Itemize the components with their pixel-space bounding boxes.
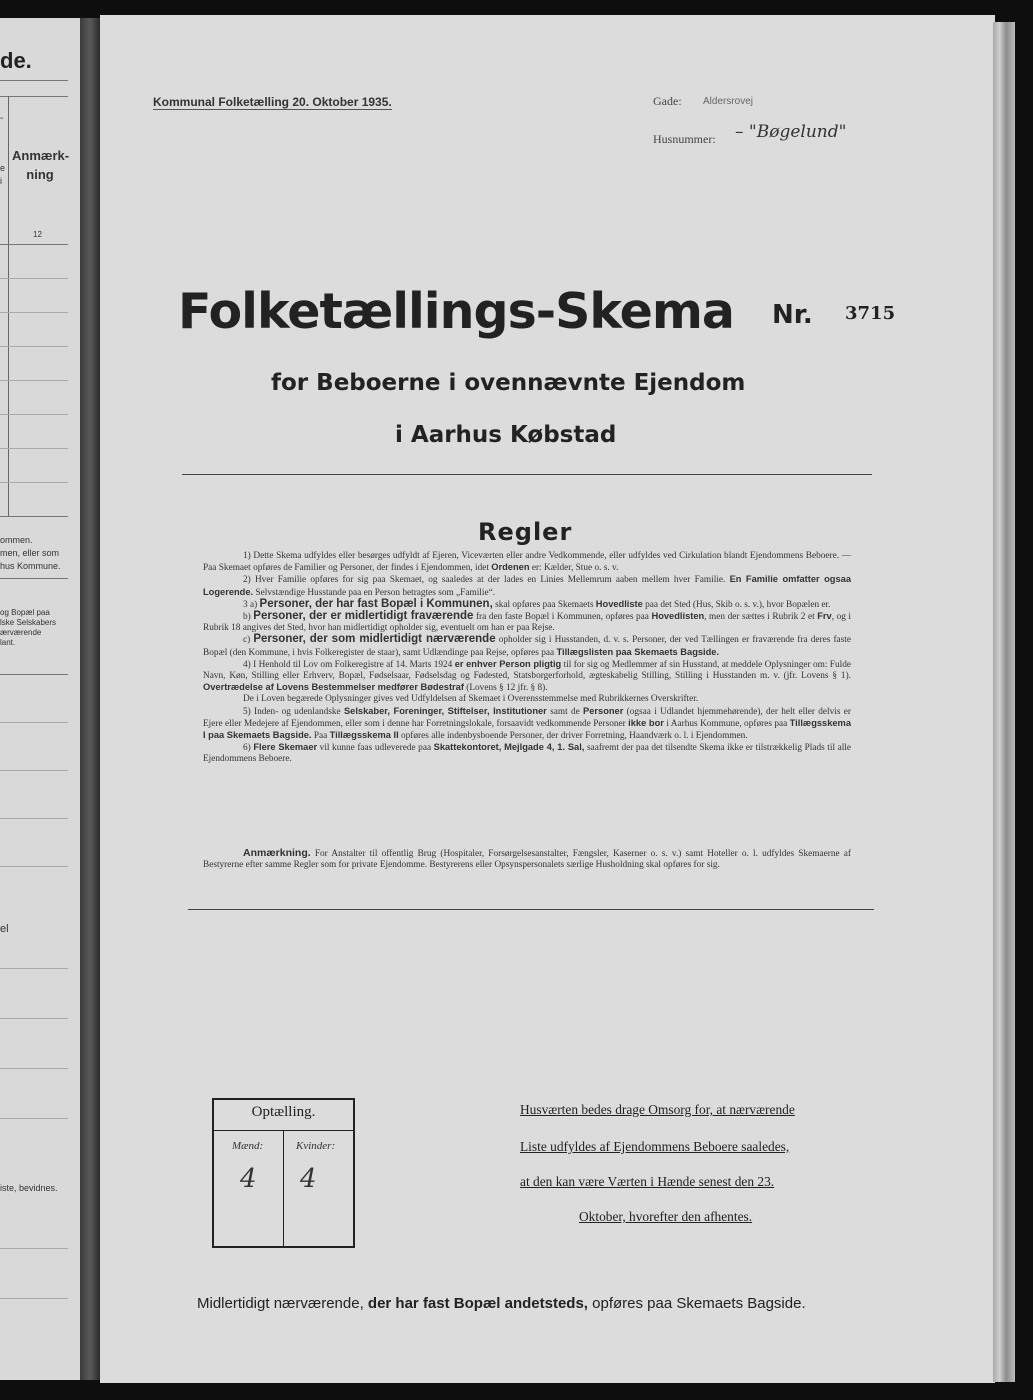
left-page-note: el [0,923,9,935]
left-page-rule [0,414,68,415]
left-page-rule [0,1248,68,1249]
divider-rule [188,909,874,910]
notice-line-2: Liste udfyldes af Ejendommens Beboere saaledes, [520,1139,790,1154]
rule-2: 2) Hver Familie opføres for sig paa Skemaet, og saaledes at der lades en Linies Mellemrum aaben mellem hver Familie. En Familie omfatter ogsaa Logerende. Selvstændige Husstande paa en Person betragtes som „Familie“. [203,574,851,598]
left-page-column-fragment: e [0,163,6,173]
form-number-value: 3715 [845,303,896,324]
left-page-note: lant. [0,638,16,647]
form-number-label: Nr. [772,300,813,330]
census-header: Kommunal Folketælling 20. Oktober 1935. [153,95,392,109]
left-page-column-divider [8,96,9,516]
anmaerkning-block [203,848,851,871]
gade-label: Gade: [653,94,682,108]
left-page-note: iste, bevidnes. [0,1183,58,1193]
left-page-rule [0,312,68,313]
left-page-column-number: 12 [33,230,42,239]
footer-part-2: der har fast Bopæl andetsteds, [367,1295,588,1312]
left-page-rule [0,1018,68,1019]
notice-line-3: at den kan være Værten i Hænde senest den 23. [520,1174,775,1189]
footer-part-1: Midlertidigt nærværende, [197,1295,364,1312]
left-page-rule [0,482,68,483]
left-page-note: ærværende [0,628,42,637]
husnummer-label: Husnummer: [653,132,716,146]
form-subtitle: for Beboerne i ovennævnte Ejendom [271,370,746,396]
left-page-note: hus Kommune. [0,561,61,571]
left-page-rule [0,244,68,245]
rule-3b: b) Personer, der er midlertidigt fraværende fra den faste Bopæl i Kommunen, opføres paa Hovedlisten, men der sættes i Rubrik 2 et Frv, og i Rubrik 18 angives det Sted, hvor han midlertidigt opholder sig, eventuelt om han er paa Rejse. [203,610,852,634]
left-page-rule [0,448,68,449]
form-subtitle-city: i Aarhus Købstad [395,422,617,448]
left-page-rule [0,380,68,381]
rule-1: 1) Dette Skema udfyldes eller besørges udfyldt af Ejeren, Viceværten eller andre Vedkommende, eller udfyldes ved Cirkulation blandt Ejendommens Beboere. — Paa Skemaet opføres de Familier og Personer, der findes i Ejendommen, idet Ordenen er: Kælder, Stue o. s. v. [203,551,851,574]
optaelling-title: Optælling. [251,1104,316,1120]
footer-part-3: opføres paa Skemaets Bagside. [592,1295,806,1312]
left-page-note: lske Selskabers [0,618,57,627]
left-page-rule [0,80,68,81]
left-page-rule [0,722,68,723]
left-page-column-fragment: i [0,176,2,186]
anmaerkning-text: For Anstalter til offentlig Brug (Hospitaler, Forsørgelsesanstalter, Fængsler, Kaserner o. s. v.) samt Hoteller o. l. udfyldes Skemaerne af Bestyrerne efter samme Regler som for private Ejendomme. Bestyrerens eller Opsynspersonalets særlige Husholdning skal opføres for sig. [203,849,851,871]
optaelling-column-divider [283,1130,284,1246]
anmaerkning-label: Anmærkning. [243,847,311,859]
rule-6: 6) Flere Skemaer vil kunne faas udleverede paa Skattekontoret, Mejlgade 4, 1. Sal, saafremt der paa det tilsendte Skema ikke er tilstrækkelig Plads til alle Ejendommens Beboere. [203,742,851,765]
left-page-rule [0,346,68,347]
left-page-rule [0,818,68,819]
left-page-rule [0,674,68,675]
left-page-note: ommen. [0,535,33,545]
left-page-rule [0,516,68,517]
left-page-column-fragment: - [0,113,4,124]
left-page-rule [0,278,68,279]
left-page-note: og Bopæl paa [0,608,50,617]
notice-line-4: Oktober, hvorefter den afhentes. [579,1209,753,1224]
regler-heading: Regler [478,518,573,546]
page-edges [993,22,1015,1382]
divider-rule [182,474,872,475]
kvinder-label: Kvinder: [296,1140,336,1152]
regler-text [203,551,851,766]
gade-value: Aldersrovej [703,96,754,107]
rule-4: 4) I Henhold til Lov om Folkeregistre af 14. Marts 1924 er enhver Person pligtig til for sig og Medlemmer af sin Husstand, at meddele Oplysninger om: Fulde Navn, Køn, Stilling eller Erhverv, Bopæl, Fødselsaar, Fødselsdag og Fødested, Statsborgerforhold, ægteskabelig Stilling, Stilling i Husstanden m. v. (jfr. Lovens § 1). Overtrædelse af Lovens Bestemmelser medfører Bødestraf (Lovens § 12 jfr. § 8). [203,658,851,694]
rule-3a: 3 a) Personer, der har fast Bopæl i Kommunen, skal opføres paa Skemaets Hovedliste paa det Sted (Hus, Skib o. s. v.), hvor Bopælen er. [243,597,831,610]
left-page-rule [0,770,68,771]
left-page-note: men, eller som [0,548,60,558]
optaelling-box [212,1098,355,1248]
footer-note [197,1295,806,1312]
left-page-rule [0,1118,68,1119]
husnummer-value: – "Bøgelund" [735,122,847,142]
left-page-title-fragment: de. [0,48,32,73]
maend-count: 4 [240,1164,257,1194]
left-page-rule [0,96,68,97]
book-gutter [80,18,100,1380]
left-page-rule [0,968,68,969]
left-page-rule [0,578,68,579]
left-page [0,18,82,1380]
form-title: Folketællings-Skema [178,283,734,340]
notice-line-1: Husværten bedes drage Omsorg for, at nærværende [520,1102,795,1117]
maend-label: Mænd: [232,1140,264,1152]
left-page-rule [0,866,68,867]
left-page-anm-header: Anmærk- ning [12,148,70,182]
rule-5: 5) Inden- og udenlandske Selskaber, Foreninger, Stiftelser, Institutioner samt de Personer (ogsaa i Udlandet hjemmehørende), der helt eller delvis er Ejere eller Medejere af Ejendommen, eller som i denne har Forretningslokale, forsaavidt vedkommende Personer ikke bor i Aarhus Kommune, opføres paa Tillægsskema I paa Skemaets Bagside. Paa Tillægsskema II opføres alle indenbysboende Personer, der driver Forretning, Haandværk o. l. i Ejendommen. [203,705,851,742]
kvinder-count: 4 [300,1164,317,1194]
rule-4b: De i Loven begærede Oplysninger gives ved Udfyldelsen af Skemaet i Overensstemmelse med Rubrikkernes Overskrifter. [243,694,699,705]
left-page-rule [0,1298,68,1299]
left-page-rule [0,1068,68,1069]
rule-3c: c) Personer, der som midlertidigt nærværende opholder sig i Husstanden, d. v. s. Personer, der ved Tællingen er fraværende fra deres faste Bopæl (den Kommune, i hvis Folkeregister de staar), samt Udlændinge paa Rejse, opføres paa Tillægslisten paa Skemaets Bagside. [203,633,852,658]
